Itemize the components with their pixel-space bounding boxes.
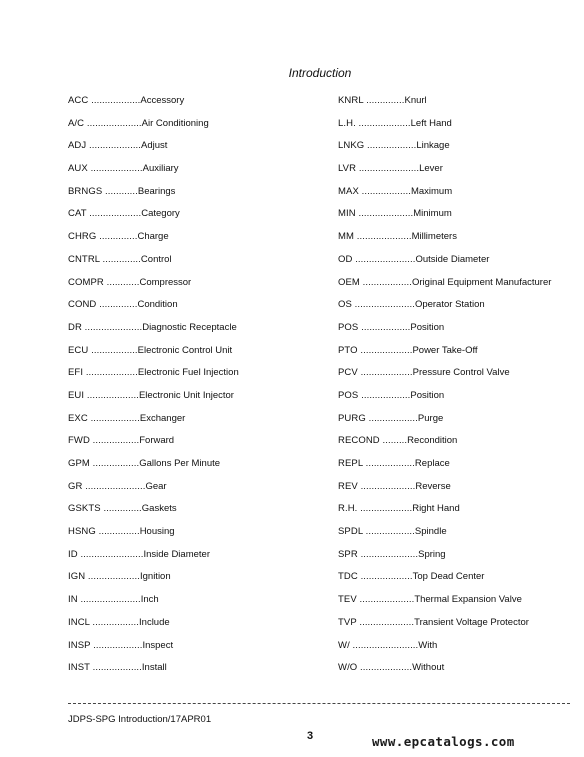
abbreviation-row [338, 367, 551, 390]
abbreviation-meaning: Position [410, 389, 445, 401]
abbreviation-meaning: Electronic Fuel Injection [137, 367, 239, 379]
abbreviation-meaning: Outside Diameter [415, 253, 490, 265]
abbreviation-row [68, 413, 239, 436]
abbreviation-row [338, 640, 551, 663]
abbreviation-meaning: Operator Station [414, 299, 485, 311]
abbreviation-row [338, 95, 551, 118]
abbreviation-term: SPR ..................... [338, 548, 419, 560]
document-id: JDPS-SPG Introduction/17APR01 [68, 714, 212, 725]
abbreviation-meaning: Knurl [404, 95, 427, 106]
abbreviation-meaning: Gaskets [141, 503, 177, 515]
abbreviation-row [68, 299, 239, 322]
abbreviation-row [68, 163, 239, 186]
abbreviation-term: ADJ ................... [68, 140, 142, 152]
abbreviation-term: A/C .................... [68, 117, 142, 129]
abbreviation-meaning: Air Conditioning [141, 117, 209, 129]
watermark: www.epcatalogs.com [372, 734, 515, 749]
abbreviation-term: W/ ........................ [338, 639, 419, 651]
abbreviation-term: REV .................... [338, 480, 416, 492]
abbreviation-term: ID ....................... [68, 548, 144, 560]
abbreviation-term: BRNGS ............ [68, 185, 138, 197]
page-title: Introduction [288, 66, 352, 80]
abbreviation-row [338, 140, 551, 163]
abbreviation-term: COND .............. [68, 299, 138, 311]
abbreviation-row [68, 345, 239, 368]
abbreviation-term: KNRL .............. [338, 95, 405, 106]
abbreviation-list-left [68, 95, 239, 685]
abbreviation-term: REPL .................. [338, 458, 415, 469]
abbreviation-meaning: Position [410, 321, 445, 333]
abbreviation-term: OEM .................. [338, 276, 412, 288]
abbreviation-term: PTO ................... [338, 344, 413, 356]
abbreviation-meaning: Condition [137, 299, 178, 311]
abbreviation-term: ACC .................. [68, 95, 141, 106]
abbreviation-row [338, 254, 551, 277]
abbreviation-meaning: Millimeters [411, 231, 457, 243]
abbreviation-meaning: Pressure Control Valve [412, 367, 510, 379]
abbreviation-meaning: Spindle [414, 526, 447, 538]
abbreviation-meaning: Transient Voltage Protector [414, 616, 529, 628]
abbreviation-term: CAT ................... [68, 208, 142, 220]
abbreviation-row [68, 322, 239, 345]
abbreviation-meaning: Inspect [142, 639, 174, 651]
abbreviation-row [338, 662, 551, 685]
abbreviation-meaning: Adjust [141, 140, 168, 152]
abbreviation-row [338, 617, 551, 640]
abbreviation-row [68, 390, 239, 413]
abbreviation-meaning: Bearings [137, 185, 176, 197]
abbreviation-meaning: Install [141, 662, 167, 674]
abbreviation-term: LNKG .................. [338, 140, 417, 152]
abbreviation-row [68, 594, 239, 617]
abbreviation-meaning: Linkage [416, 140, 450, 152]
abbreviation-term: FWD ................. [68, 435, 140, 447]
abbreviation-term: OS ...................... [338, 299, 415, 311]
abbreviation-row [68, 186, 239, 209]
abbreviation-row [338, 277, 551, 300]
abbreviation-row [338, 481, 551, 504]
abbreviation-list-right [338, 95, 551, 685]
abbreviation-term: MIN .................... [338, 208, 414, 220]
abbreviation-meaning: Maximum [410, 185, 453, 197]
abbreviation-term: CNTRL .............. [68, 253, 141, 265]
abbreviation-meaning: Forward [139, 435, 175, 447]
abbreviation-row [338, 458, 551, 481]
abbreviation-term: CHRG .............. [68, 231, 138, 243]
abbreviation-term: EFI ................... [68, 367, 138, 379]
abbreviation-term: HSNG ............... [68, 526, 140, 538]
abbreviation-meaning: Replace [414, 458, 450, 469]
abbreviation-term: ECU ................. [68, 344, 138, 356]
abbreviation-meaning: Power Take-Off [412, 344, 478, 356]
abbreviation-meaning: Electronic Control Unit [137, 344, 233, 356]
abbreviation-meaning: Spring [418, 548, 446, 560]
abbreviation-term: INSP .................. [68, 639, 143, 651]
abbreviation-row [338, 435, 551, 458]
abbreviation-term: R.H. ................... [338, 503, 413, 515]
abbreviation-row [68, 231, 239, 254]
abbreviation-term: GR ...................... [68, 480, 146, 492]
abbreviation-term: EUI ................... [68, 389, 139, 401]
abbreviation-term: IN ...................... [68, 594, 141, 606]
abbreviation-meaning: Ignition [139, 571, 171, 583]
abbreviation-meaning: Exchanger [139, 412, 186, 424]
abbreviation-row [338, 413, 551, 436]
abbreviation-meaning: Inch [140, 594, 159, 606]
abbreviation-term: LVR ...................... [338, 163, 420, 175]
abbreviation-term: AUX ................... [68, 163, 143, 175]
abbreviation-row [338, 186, 551, 209]
abbreviation-term: SPDL .................. [338, 526, 415, 538]
abbreviation-term: POS .................. [338, 321, 411, 333]
abbreviation-term: W/O ................... [338, 662, 413, 674]
abbreviation-meaning: Compressor [139, 276, 192, 288]
abbreviation-row [68, 662, 239, 685]
abbreviation-row [68, 571, 239, 594]
abbreviation-meaning: Inside Diameter [143, 548, 210, 560]
abbreviation-meaning: Right Hand [412, 503, 460, 515]
abbreviation-meaning: Charge [137, 231, 169, 243]
abbreviation-meaning: Recondition [407, 435, 458, 447]
abbreviation-meaning: Accessory [140, 95, 185, 106]
abbreviation-term: TEV .................... [338, 594, 415, 606]
abbreviation-row [68, 277, 239, 300]
abbreviation-term: GPM ................. [68, 458, 140, 469]
abbreviation-row [68, 617, 239, 640]
footer-divider [68, 703, 570, 704]
abbreviation-row [68, 118, 239, 141]
abbreviation-term: MM .................... [338, 231, 412, 243]
abbreviation-meaning: Auxiliary [142, 163, 179, 175]
abbreviation-row [68, 367, 239, 390]
abbreviation-row [338, 231, 551, 254]
abbreviation-row [338, 208, 551, 231]
abbreviation-term: POS .................. [338, 389, 411, 401]
abbreviation-term: GSKTS .............. [68, 503, 142, 515]
abbreviation-row [68, 435, 239, 458]
abbreviation-row [68, 481, 239, 504]
abbreviation-term: OD ...................... [338, 253, 416, 265]
abbreviation-row [68, 208, 239, 231]
page-number: 3 [307, 730, 314, 742]
abbreviation-meaning: Top Dead Center [412, 571, 485, 583]
abbreviation-row [68, 458, 239, 481]
abbreviation-row [68, 503, 239, 526]
abbreviation-meaning: Reverse [415, 480, 451, 492]
abbreviation-term: IGN ................... [68, 571, 140, 583]
abbreviation-row [68, 526, 239, 549]
abbreviation-term: DR ..................... [68, 321, 143, 333]
abbreviation-term: MAX .................. [338, 185, 411, 197]
abbreviation-term: TVP .................... [338, 616, 415, 628]
abbreviation-row [338, 390, 551, 413]
abbreviation-meaning: Gear [145, 480, 167, 492]
abbreviation-row [68, 549, 239, 572]
abbreviation-meaning: Minimum [413, 208, 452, 220]
abbreviation-term: PCV ................... [338, 367, 413, 379]
abbreviation-meaning: Gallons Per Minute [139, 458, 221, 469]
abbreviation-term: RECOND ......... [338, 435, 408, 447]
abbreviation-row [338, 322, 551, 345]
abbreviation-meaning: Thermal Expansion Valve [414, 594, 522, 606]
abbreviation-meaning: Control [140, 253, 172, 265]
abbreviation-meaning: With [418, 639, 438, 651]
abbreviation-row [338, 503, 551, 526]
abbreviation-term: INST .................. [68, 662, 142, 674]
abbreviation-row [68, 640, 239, 663]
abbreviation-row [338, 549, 551, 572]
abbreviation-meaning: Include [139, 616, 170, 628]
abbreviation-term: PURG .................. [338, 412, 418, 424]
abbreviation-row [338, 526, 551, 549]
abbreviation-row [338, 594, 551, 617]
abbreviation-row [338, 571, 551, 594]
abbreviation-meaning: Purge [417, 412, 444, 424]
abbreviation-meaning: Electronic Unit Injector [138, 389, 234, 401]
abbreviation-meaning: Lever [419, 163, 443, 175]
abbreviation-term: COMPR ............ [68, 276, 140, 288]
abbreviation-row [338, 299, 551, 322]
abbreviation-term: TDC ................... [338, 571, 413, 583]
abbreviation-term: EXC .................. [68, 412, 140, 424]
abbreviation-meaning: Housing [139, 526, 175, 538]
abbreviation-meaning: Left Hand [410, 117, 452, 129]
abbreviation-meaning: Category [141, 208, 180, 220]
abbreviation-row [68, 95, 239, 118]
abbreviation-meaning: Original Equipment Manufacturer [412, 276, 552, 288]
abbreviation-row [338, 163, 551, 186]
abbreviation-term: INCL ................. [68, 616, 140, 628]
abbreviation-meaning: Diagnostic Receptacle [142, 321, 237, 333]
abbreviation-term: L.H. ................... [338, 117, 411, 129]
abbreviation-meaning: Without [412, 662, 445, 674]
abbreviation-row [68, 254, 239, 277]
abbreviation-row [68, 140, 239, 163]
abbreviation-row [338, 118, 551, 141]
abbreviation-row [338, 345, 551, 368]
